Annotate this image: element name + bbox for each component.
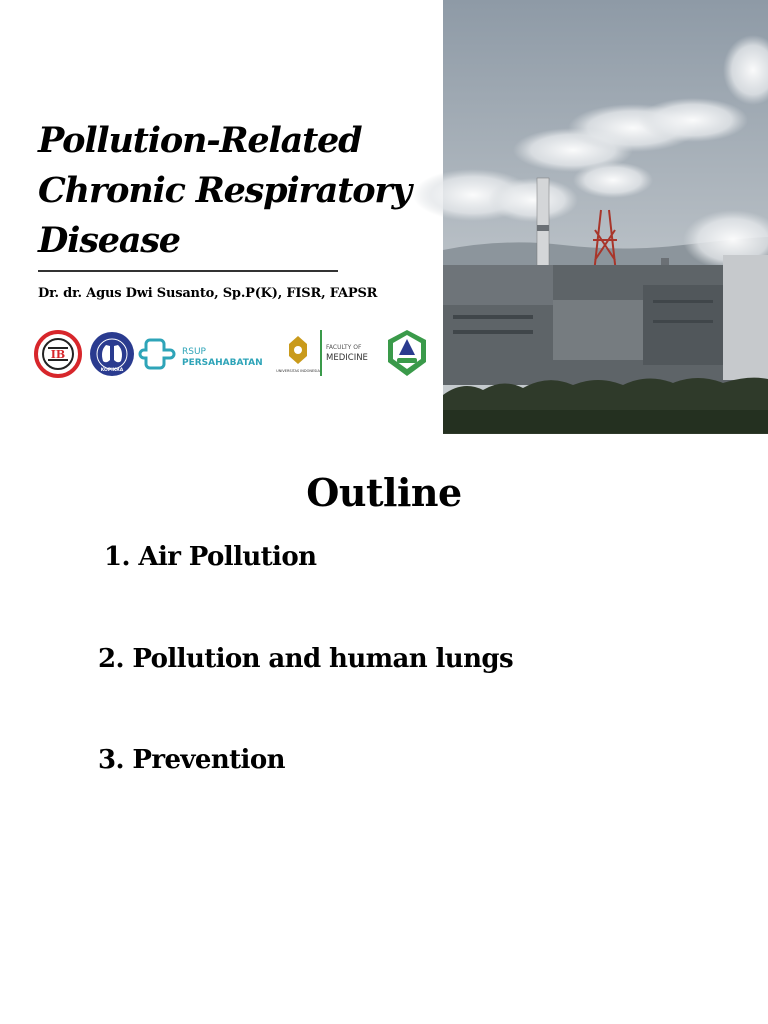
author-name: Dr. dr. Agus Dwi Susanto, Sp.P(K), FISR, FAPSR [38,286,378,301]
smokestack-photo [443,0,768,433]
title-line-1: Pollution-Related [38,120,362,161]
title-line-2: Chronic Respiratory [38,170,411,211]
logo-divider [320,330,322,376]
presentation-title [38,116,438,266]
logo-strip [34,326,429,382]
svg-text:FACULTY OF: FACULTY OF [326,344,362,351]
outline-item-1: 1. Air Pollution [104,542,317,572]
svg-text:MEDICINE: MEDICINE [326,353,368,363]
title-slide [0,0,768,433]
association-shield-logo [384,328,430,378]
kopikra-logo [89,331,135,377]
title-line-3: Disease [38,220,180,261]
pdpi-logo [34,330,82,378]
faculty-of-medicine-logo [326,340,382,366]
svg-text:UNIVERSITAS INDONESIA: UNIVERSITAS INDONESIA [276,369,320,373]
svg-text:RSUP: RSUP [182,347,206,357]
svg-text:KOPIKRA: KOPIKRA [100,368,124,373]
svg-text:IB: IB [50,348,66,361]
outline-title: Outline [306,470,462,515]
title-divider [38,270,338,272]
outline-item-3: 3. Prevention [98,745,285,775]
svg-text:PERSAHABATAN: PERSAHABATAN [182,358,263,368]
outline-item-2: 2. Pollution and human lungs [98,644,514,674]
universitas-indonesia-logo [276,332,320,378]
rsup-persahabatan-logo [140,334,280,374]
